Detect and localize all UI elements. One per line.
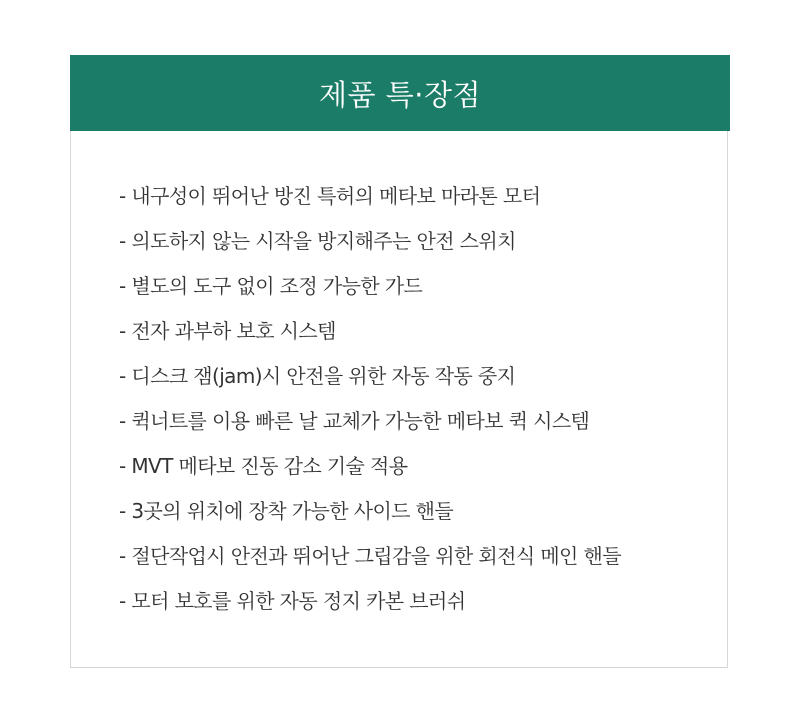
list-item: - 모터 보호를 위한 자동 정지 카본 브러쉬	[119, 589, 466, 613]
card-header	[70, 55, 730, 131]
list-item: - 3곳의 위치에 장착 가능한 사이드 핸들	[119, 499, 454, 523]
list-item: - 퀵너트를 이용 빠른 날 교체가 가능한 메타보 퀵 시스템	[119, 409, 590, 433]
feature-list	[119, 180, 621, 630]
list-item: - 절단작업시 안전과 뛰어난 그립감을 위한 회전식 메인 핸들	[119, 544, 621, 568]
features-card	[70, 55, 728, 668]
list-item: - 내구성이 뛰어난 방진 특허의 메타보 마라톤 모터	[119, 184, 541, 208]
list-item: - 의도하지 않는 시작을 방지해주는 안전 스위치	[119, 229, 516, 253]
list-item: - 별도의 도구 없이 조정 가능한 가드	[119, 274, 423, 298]
list-item: - 전자 과부하 보호 시스템	[119, 319, 336, 343]
page-title: 제품 특·장점	[318, 77, 481, 112]
list-item: - 디스크 잼(jam)시 안전을 위한 자동 작동 중지	[119, 364, 516, 388]
list-item: - MVT 메타보 진동 감소 기술 적용	[119, 454, 408, 478]
